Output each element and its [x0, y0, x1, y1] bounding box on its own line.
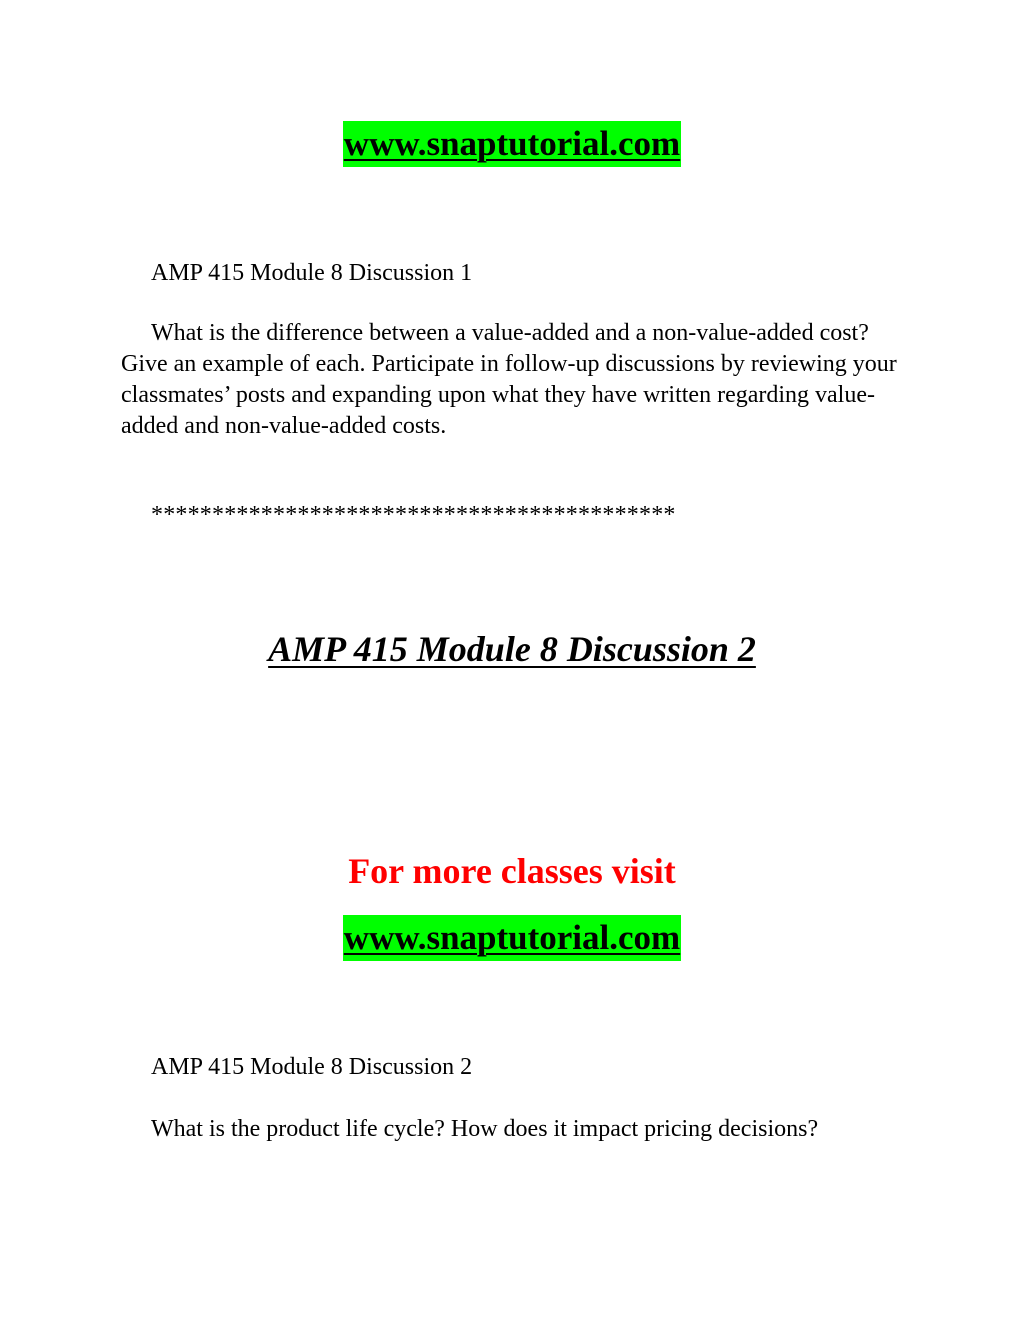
discussion2-heading[interactable]: AMP 415 Module 8 Discussion 2 — [268, 629, 756, 669]
discussion2-label: AMP 415 Module 8 Discussion 2 — [151, 1054, 473, 1080]
discussion1-label: AMP 415 Module 8 Discussion 1 — [151, 260, 473, 286]
discussion2-question: What is the product life cycle? How does it impact pricing decisions? — [151, 1116, 819, 1142]
discussion2-heading-row — [0, 626, 1024, 672]
promo-link-row — [0, 915, 1024, 961]
separator: ******************************************* — [151, 502, 676, 528]
site-link[interactable]: www.snaptutorial.com — [343, 121, 681, 167]
discussion1-question: What is the difference between a value-added and a non-value-added cost? Give an example of each. Participate in follow-up discussions by reviewing your classmates’ posts and expanding upon what they have written regarding value-added and non-value-added costs. — [121, 320, 897, 439]
promo-site-link[interactable]: www.snaptutorial.com — [343, 915, 681, 961]
header-link-row — [0, 121, 1024, 167]
promo-text: For more classes visit — [348, 851, 676, 891]
